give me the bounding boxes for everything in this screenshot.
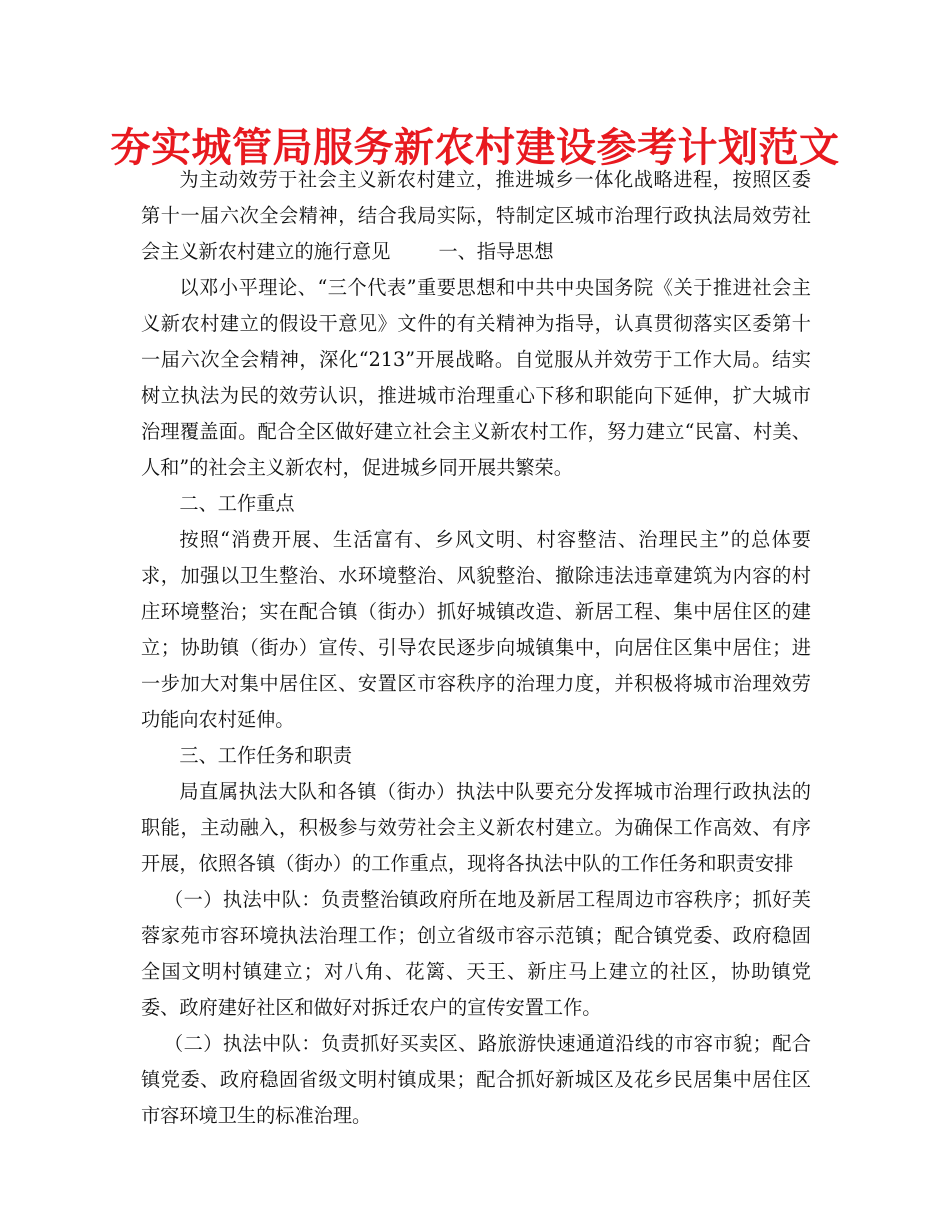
document-title: 夯实城管局服务新农村建设参考计划范文 xyxy=(110,125,840,171)
paragraph-task-one: （一）执法中队：负责整治镇政府所在地及新居工程周边市容秩序；抓好芙蓉家苑市容环境执法治理工作；创立省级市容示范镇；配合镇党委、政府稳固全国文明村镇建立；对八角、花篱、天王、新庄马上建立的社区，协助镇党委、政府建好社区和做好对拆迁农户的宣传安置工作。 xyxy=(141,888,811,1019)
paragraph-intro xyxy=(141,162,811,270)
heading-guiding-thought: 一、指导思想 xyxy=(438,240,554,263)
paragraph-guiding-thought: 以邓小平理论、“三个代表”重要思想和中共中央国务院《关于推进社会主义新农村建立的假设干意见》文件的有关精神为指导，认真贯彻落实区委第十一届六次全会精神，深化“213”开展战略。自觉服从并效劳于工作大局。结实树立执法为民的效劳认识，推进城市治理重心下移和职能向下延伸，扩大城市治理覆盖面。配合全区做好建立社会主义新农村工作，努力建立“民富、村美、人和”的社会主义新农村，促进城乡同开展共繁荣。 xyxy=(141,276,811,479)
paragraph-tasks-intro: 局直属执法大队和各镇（街办）执法中队要充分发挥城市治理行政执法的职能，主动融入，积极参与效劳社会主义新农村建立。为确保工作高效、有序开展，依照各镇（街办）的工作重点，现将各执法中队的工作任务和职责安排 xyxy=(141,780,811,875)
paragraph-work-focus: 按照“消费开展、生活富有、乡风文明、村容整洁、治理民主”的总体要求，加强以卫生整治、水环境整治、风貌整治、撤除违法违章建筑为内容的村庄环境整治；实在配合镇（街办）抓好城镇改造、新居工程、集中居住区的建立；协助镇（街办）宣传、引导农民逐步向城镇集中，向居住区集中居住；进一步加大对集中居住区、安置区市容秩序的治理力度，并积极将城市治理效劳功能向农村延伸。 xyxy=(141,528,811,731)
paragraph-task-two: （二）执法中队：负责抓好买卖区、路旅游快速通道沿线的市容市貌；配合镇党委、政府稳固省级文明村镇成果；配合抓好新城区及花乡民居集中居住区市容环境卫生的标准治理。 xyxy=(141,1032,811,1127)
heading-work-focus: 二、工作重点 xyxy=(179,492,295,515)
document-body xyxy=(141,162,811,1134)
intro-text: 为主动效劳于社会主义新农村建立，推进城乡一体化战略进程，按照区委第十一届六次全会精神，结合我局实际，特制定区城市治理行政执法局效劳社会主义新农村建立的施行意见 xyxy=(141,168,811,263)
heading-tasks-responsibilities: 三、工作任务和职责 xyxy=(179,744,353,767)
